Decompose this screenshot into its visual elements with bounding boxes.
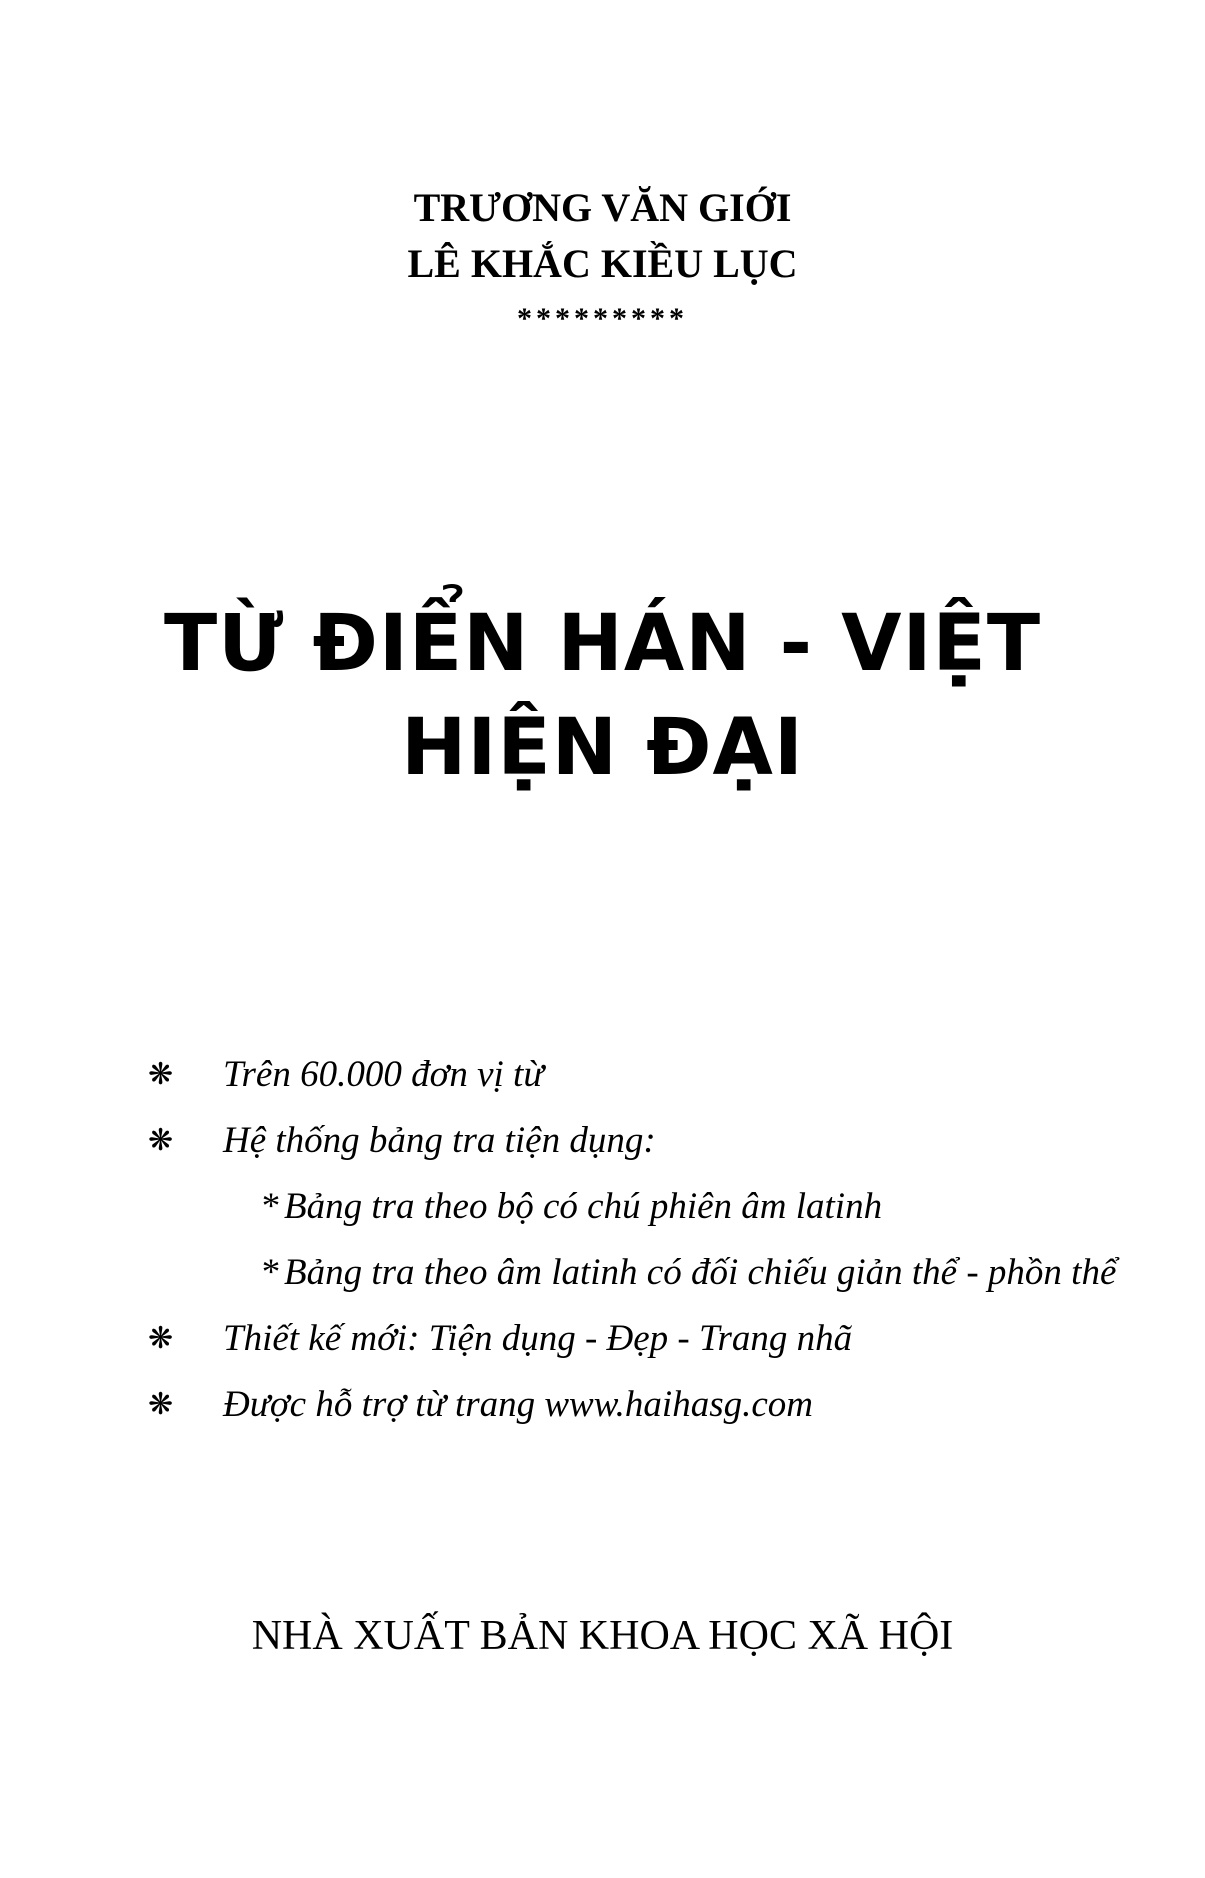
author-name: TRƯƠNG VĂN GIỚI	[413, 185, 792, 230]
author-name: LÊ KHẮC KIỀU LỤC	[407, 241, 798, 286]
separator: *********	[517, 302, 688, 335]
list-item	[148, 1372, 1108, 1438]
sub-list-item	[148, 1174, 1108, 1240]
asterisk-icon: *	[260, 1252, 279, 1293]
authors-block	[0, 180, 1205, 292]
list-item	[148, 1108, 1108, 1174]
asterisk-icon: *	[260, 1186, 279, 1227]
asterisk-flower-icon: ❋	[148, 1124, 174, 1157]
book-title	[0, 592, 1205, 800]
feature-text: Thiết kế mới: Tiện dụng - Đẹp - Trang nhã	[223, 1318, 853, 1359]
sub-feature-text: Bảng tra theo âm latinh có đối chiếu giản thể - phồn thể	[284, 1252, 1117, 1293]
asterisk-flower-icon: ❋	[148, 1058, 174, 1091]
feature-text: Được hỗ trợ từ trang www.haihasg.com	[223, 1384, 813, 1425]
list-item	[148, 1306, 1108, 1372]
sub-list-item	[148, 1240, 1117, 1306]
asterisk-flower-icon: ❋	[148, 1322, 174, 1355]
list-item	[148, 1042, 1108, 1108]
sub-feature-text: Bảng tra theo bộ có chú phiên âm latinh	[284, 1186, 883, 1227]
publisher-name: NHÀ XUẤT BẢN KHOA HỌC XÃ HỘI	[251, 1613, 954, 1659]
feature-text: Hệ thống bảng tra tiện dụng:	[223, 1120, 656, 1161]
book-title-line: HIỆN ĐẠI	[401, 703, 804, 793]
book-title-line: TỪ ĐIỂN HÁN - VIỆT	[163, 599, 1042, 689]
feature-text: Trên 60.000 đơn vị từ	[223, 1054, 544, 1095]
asterisk-flower-icon: ❋	[148, 1388, 174, 1421]
features-list	[148, 1042, 1117, 1438]
